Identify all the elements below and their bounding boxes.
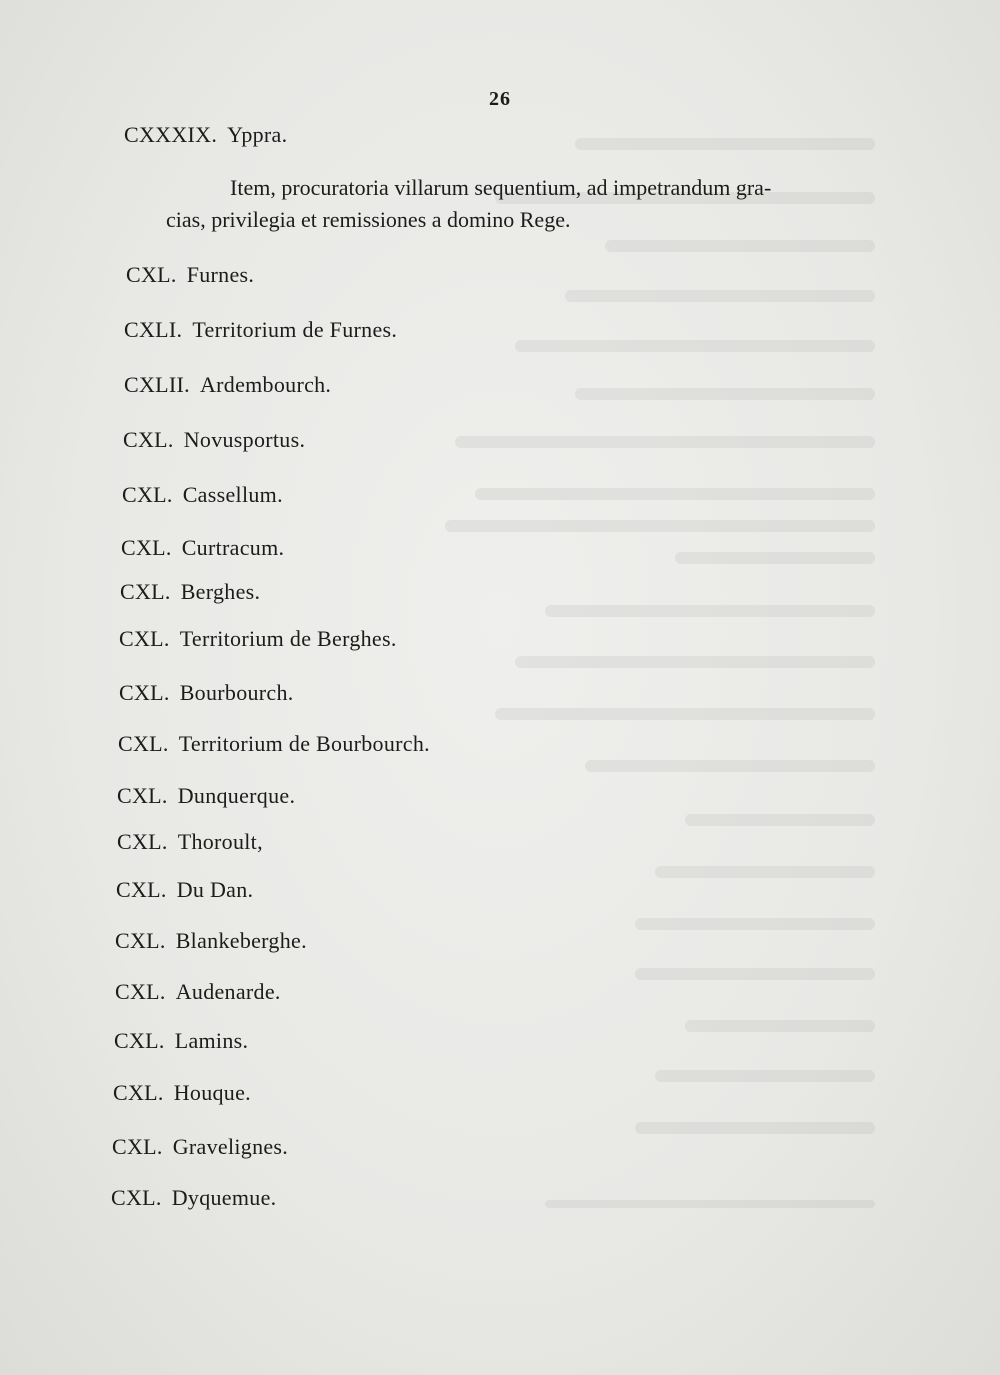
list-item [113,1080,251,1106]
list-item [115,928,307,954]
entry-name: Houque. [173,1080,251,1105]
entry-name: Territorium de Bourbourch. [178,731,430,756]
list-item [117,829,263,855]
list-item [123,427,305,453]
entry-name: Blankeberghe. [175,928,307,953]
entry-name: Lamins. [174,1028,249,1053]
show-through-text [520,100,1000,1250]
entry-number: CXL. [117,783,168,808]
entry-name: Dunquerque. [177,783,296,808]
list-item [122,482,283,508]
list-item [121,535,284,561]
bleed-line [685,814,875,826]
entry-name: Cassellum. [182,482,283,507]
page-number: 26 [489,88,511,110]
entry-number: CXLII. [124,372,190,397]
entry-name: Berghes. [180,579,261,604]
bleed-line [575,138,875,150]
entry-number: CXL. [117,829,168,854]
bleed-line [575,388,875,400]
entry-number: CXL. [115,979,166,1004]
entry-name: Gravelignes. [172,1134,289,1159]
bleed-line [675,552,875,564]
bleed-line [455,436,875,448]
bleed-line [545,1200,875,1208]
bleed-line [655,866,875,878]
entry-number: CXL. [119,680,170,705]
entry-number: CXL. [122,482,173,507]
entry-name: Furnes. [186,262,255,287]
bleed-line [685,1020,875,1032]
entry-name: Dyquemue. [171,1185,277,1210]
paragraph-line: cias, privilegia et remissiones a domino Rege. [166,207,571,232]
list-item [117,783,295,809]
list-item [118,731,430,757]
entry-number: CXL. [119,626,170,651]
list-item [119,626,397,652]
intro-paragraph [166,172,876,236]
bleed-line [545,605,875,617]
heading-entry [124,122,287,148]
bleed-line [515,340,875,352]
entry-name: Novusportus. [183,427,306,452]
entry-number: CXL. [116,877,167,902]
entry-number: CXL. [121,535,172,560]
entry-number: CXL. [118,731,169,756]
bleed-line [445,520,875,532]
list-item [124,372,331,398]
list-item [120,579,260,605]
bleed-line [585,760,875,772]
bleed-line [655,1070,875,1082]
entry-name: Yppra. [227,122,288,147]
entry-number: CXL. [115,928,166,953]
bleed-line [635,968,875,980]
bleed-line [515,656,875,668]
bleed-line [605,240,875,252]
paragraph-line: Item, procuratoria villarum sequentium, ad impetrandum gra- [230,175,772,200]
list-item [124,317,397,343]
bleed-line [635,1122,875,1134]
entry-number: CXL. [126,262,177,287]
entry-number: CXL. [111,1185,162,1210]
entry-name: Territorium de Furnes. [192,317,398,342]
entry-name: Ardembourch. [199,372,332,397]
bleed-line [565,290,875,302]
list-item [126,262,254,288]
entry-name: Curtracum. [181,535,285,560]
entry-number: CXXXIX. [124,122,218,147]
bleed-line [635,918,875,930]
entry-name: Territorium de Berghes. [179,626,397,651]
entry-name: Du Dan. [176,877,254,902]
list-item [119,680,294,706]
entry-number: CXL. [113,1080,164,1105]
bleed-line [495,708,875,720]
list-item [114,1028,248,1054]
entry-name: Audenarde. [175,979,281,1004]
entry-number: CXL. [123,427,174,452]
list-item [112,1134,288,1160]
list-item [116,877,253,903]
entry-number: CXLI. [124,317,183,342]
entry-number: CXL. [114,1028,165,1053]
entry-name: Bourbourch. [179,680,294,705]
list-item [111,1185,276,1211]
entry-number: CXL. [120,579,171,604]
list-item [115,979,281,1005]
bleed-line [475,488,875,500]
entry-name: Thoroult, [177,829,263,854]
entry-number: CXL. [112,1134,163,1159]
